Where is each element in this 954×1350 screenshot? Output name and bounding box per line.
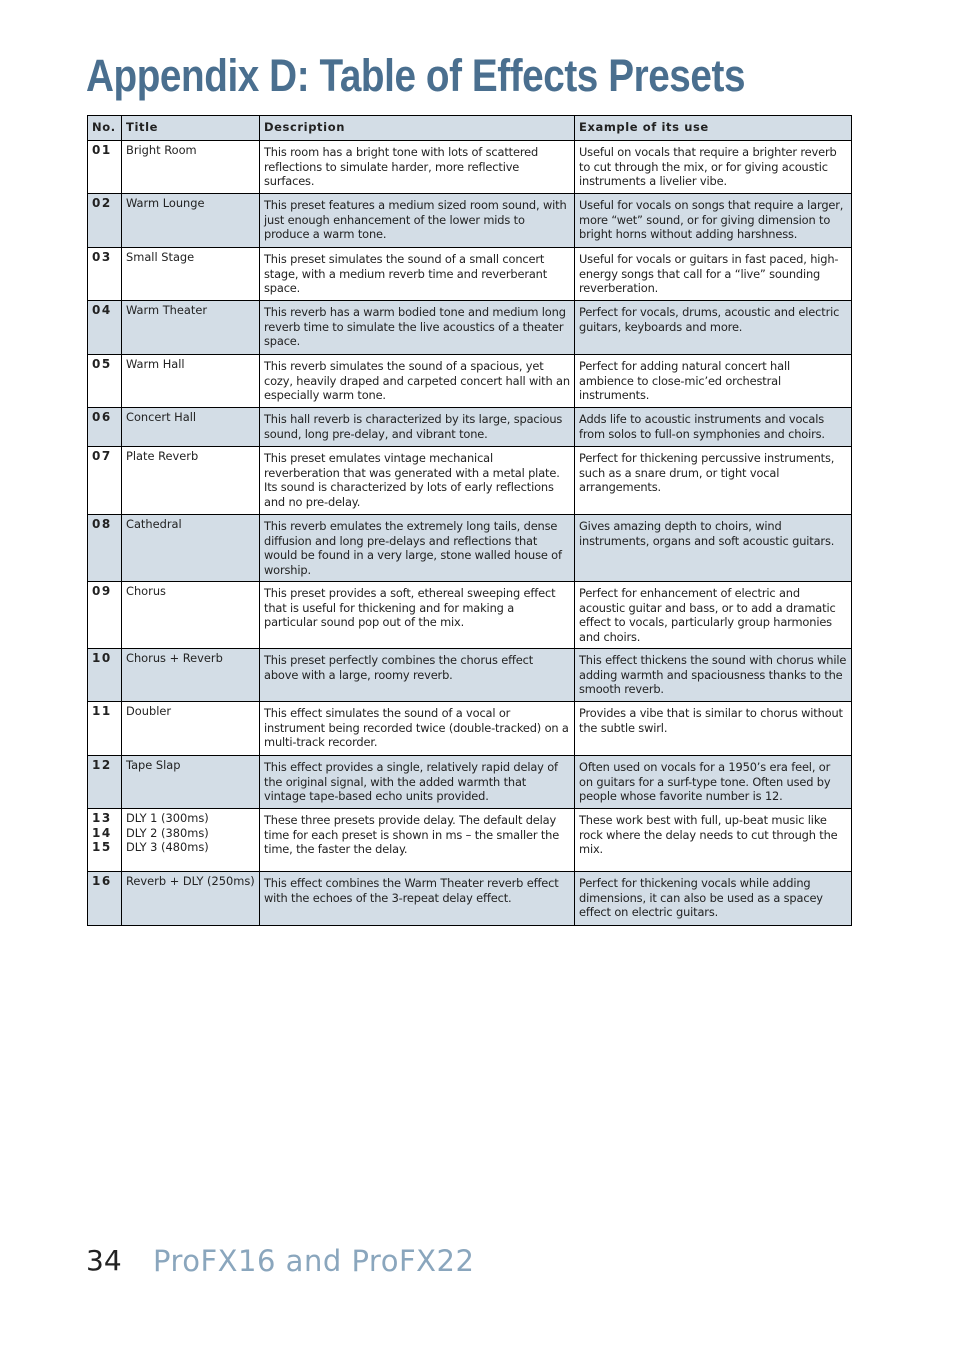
table-row <box>88 809 852 872</box>
preset-description: This preset simulates the sound of a small concert stage, with a medium reverb time and reverberant space. <box>260 248 575 301</box>
preset-description: This effect simulates the sound of a vocal or instrument being recorded twice (double-tracked) on a multi-track recorder. <box>260 702 575 756</box>
preset-example: Gives amazing depth to choirs, wind instruments, organs and soft acoustic guitars. <box>575 515 852 582</box>
preset-title-line: Doubler <box>126 704 172 718</box>
preset-title-line: Warm Theater <box>126 303 208 317</box>
preset-example: These work best with full, up-beat music like rock where the delay needs to cut through the mix. <box>575 809 852 872</box>
preset-number-line: 16 <box>92 874 112 888</box>
preset-example: Provides a vibe that is similar to chorus without the subtle swirl. <box>575 702 852 756</box>
preset-title-line: Bright Room <box>126 143 197 157</box>
preset-number <box>88 756 122 809</box>
preset-example: This effect thickens the sound with chorus while adding warmth and spaciousness thanks to the smooth reverb. <box>575 649 852 702</box>
preset-example: Perfect for vocals, drums, acoustic and electric guitars, keyboards and more. <box>575 301 852 355</box>
preset-number <box>88 649 122 702</box>
preset-number-line: 06 <box>92 410 112 424</box>
page-number: 34 <box>86 1244 122 1277</box>
preset-title <box>122 408 260 447</box>
preset-example: Perfect for adding natural concert hall ambience to close-mic’ed orchestral instruments. <box>575 355 852 408</box>
preset-title <box>122 872 260 926</box>
table-header-row <box>88 116 852 141</box>
preset-number <box>88 248 122 301</box>
preset-description: These three presets provide delay. The default delay time for each preset is shown in ms – the smaller the time, the faster the delay. <box>260 809 575 872</box>
preset-title <box>122 582 260 649</box>
preset-title-line: DLY 2 (380ms) <box>126 825 209 840</box>
effects-presets-table <box>87 115 852 926</box>
preset-number <box>88 408 122 447</box>
header-example: Example of its use <box>575 116 852 141</box>
table-row <box>88 649 852 702</box>
preset-example: Perfect for thickening vocals while adding dimensions, it can also be used as a spacey effect on electric guitars. <box>575 872 852 926</box>
table-row <box>88 141 852 194</box>
preset-description: This hall reverb is characterized by its large, spacious sound, long pre-delay, and vibrant tone. <box>260 408 575 447</box>
preset-example: Useful for vocals or guitars in fast paced, high-energy songs that call for a “live” sounding reverberation. <box>575 248 852 301</box>
preset-number-line: 01 <box>92 143 112 157</box>
preset-description: This reverb emulates the extremely long tails, dense diffusion and long pre-delays and reflections that would be found in a very large, stone walled house of worship. <box>260 515 575 582</box>
preset-description: This preset emulates vintage mechanical reverberation that was generated with a metal plate. Its sound is characterized by lots of early reflections and no pre-delay. <box>260 447 575 515</box>
table-row <box>88 408 852 447</box>
preset-description: This effect provides a single, relatively rapid delay of the original signal, with the added warmth that vintage tape-based echo units provided. <box>260 756 575 809</box>
preset-title-line: Plate Reverb <box>126 449 199 463</box>
table-row <box>88 194 852 248</box>
preset-title <box>122 756 260 809</box>
preset-title-line: Chorus + Reverb <box>126 651 223 665</box>
preset-number <box>88 194 122 248</box>
preset-example: Often used on vocals for a 1950’s era feel, or on guitars for a surf-type tone. Often used by people whose favorite number is 12. <box>575 756 852 809</box>
table-row <box>88 447 852 515</box>
preset-number <box>88 515 122 582</box>
preset-description: This effect combines the Warm Theater reverb effect with the echoes of the 3-repeat delay effect. <box>260 872 575 926</box>
preset-title-line: Warm Hall <box>126 357 185 371</box>
preset-number <box>88 702 122 756</box>
preset-number-line: 11 <box>92 704 112 718</box>
preset-number-line: 10 <box>92 651 112 665</box>
preset-title <box>122 447 260 515</box>
table-row <box>88 301 852 355</box>
preset-number <box>88 301 122 355</box>
preset-number-line: 03 <box>92 250 112 264</box>
table-row <box>88 872 852 926</box>
preset-title-line: DLY 1 (300ms) <box>126 811 209 825</box>
preset-title <box>122 355 260 408</box>
preset-number-line: 05 <box>92 357 112 371</box>
preset-number <box>88 582 122 649</box>
preset-example: Useful on vocals that require a brighter reverb to cut through the mix, or for giving acoustic instruments a livelier vibe. <box>575 141 852 194</box>
preset-title <box>122 649 260 702</box>
preset-example: Perfect for enhancement of electric and acoustic guitar and bass, or to add a dramatic effect to vocals, particularly group harmonies and choirs. <box>575 582 852 649</box>
preset-number-line: 09 <box>92 584 112 598</box>
preset-title-line: Cathedral <box>126 517 182 531</box>
preset-number <box>88 355 122 408</box>
preset-number-line: 12 <box>92 758 112 772</box>
table-row <box>88 248 852 301</box>
preset-number-line: 15 <box>92 840 112 854</box>
header-no: No. <box>88 116 122 141</box>
preset-number-line: 14 <box>92 825 112 840</box>
page-title: Appendix D: Table of Effects Presets <box>86 50 746 101</box>
preset-example: Adds life to acoustic instruments and vocals from solos to full-on symphonies and choirs. <box>575 408 852 447</box>
preset-example: Perfect for thickening percussive instruments, such as a snare drum, or tight vocal arrangements. <box>575 447 852 515</box>
preset-description: This reverb simulates the sound of a spacious, yet cozy, heavily draped and carpeted concert hall with an especially warm tone. <box>260 355 575 408</box>
preset-title <box>122 141 260 194</box>
preset-description: This preset perfectly combines the chorus effect above with a large, roomy reverb. <box>260 649 575 702</box>
table-body <box>88 141 852 926</box>
table-row <box>88 355 852 408</box>
table-row <box>88 582 852 649</box>
preset-title <box>122 515 260 582</box>
preset-description: This room has a bright tone with lots of scattered reflections to simulate harder, more reflective surfaces. <box>260 141 575 194</box>
preset-title <box>122 809 260 872</box>
table-row <box>88 515 852 582</box>
table-row <box>88 702 852 756</box>
preset-title-line: Concert Hall <box>126 410 197 424</box>
table-row <box>88 756 852 809</box>
preset-number <box>88 141 122 194</box>
preset-number <box>88 447 122 515</box>
preset-title-line: Tape Slap <box>126 758 181 772</box>
preset-number-line: 13 <box>92 811 112 825</box>
preset-number <box>88 809 122 872</box>
preset-number-line: 08 <box>92 517 112 531</box>
preset-description: This reverb has a warm bodied tone and medium long reverb time to simulate the live acoustics of a theater space. <box>260 301 575 355</box>
preset-example: Useful for vocals on songs that require a larger, more “wet” sound, or for giving dimension to bright horns without adding harshness. <box>575 194 852 248</box>
preset-title-line: DLY 3 (480ms) <box>126 840 209 854</box>
preset-title-line: Chorus <box>126 584 166 598</box>
preset-title <box>122 194 260 248</box>
preset-description: This preset features a medium sized room sound, with just enough enhancement of the lower mids to produce a warm tone. <box>260 194 575 248</box>
preset-title-line: Reverb + DLY (250ms) <box>126 874 255 888</box>
preset-description: This preset provides a soft, ethereal sweeping effect that is useful for thickening and for making a particular sound pop out of the mix. <box>260 582 575 649</box>
preset-number-line: 02 <box>92 196 112 210</box>
preset-title <box>122 301 260 355</box>
header-title: Title <box>122 116 260 141</box>
footer-title: ProFX16 and ProFX22 <box>153 1244 475 1278</box>
preset-number-line: 07 <box>92 449 112 463</box>
preset-title-line: Warm Lounge <box>126 196 205 210</box>
preset-title <box>122 248 260 301</box>
preset-title-line: Small Stage <box>126 250 195 264</box>
preset-number-line: 04 <box>92 303 112 317</box>
header-description: Description <box>260 116 575 141</box>
preset-number <box>88 872 122 926</box>
preset-title <box>122 702 260 756</box>
